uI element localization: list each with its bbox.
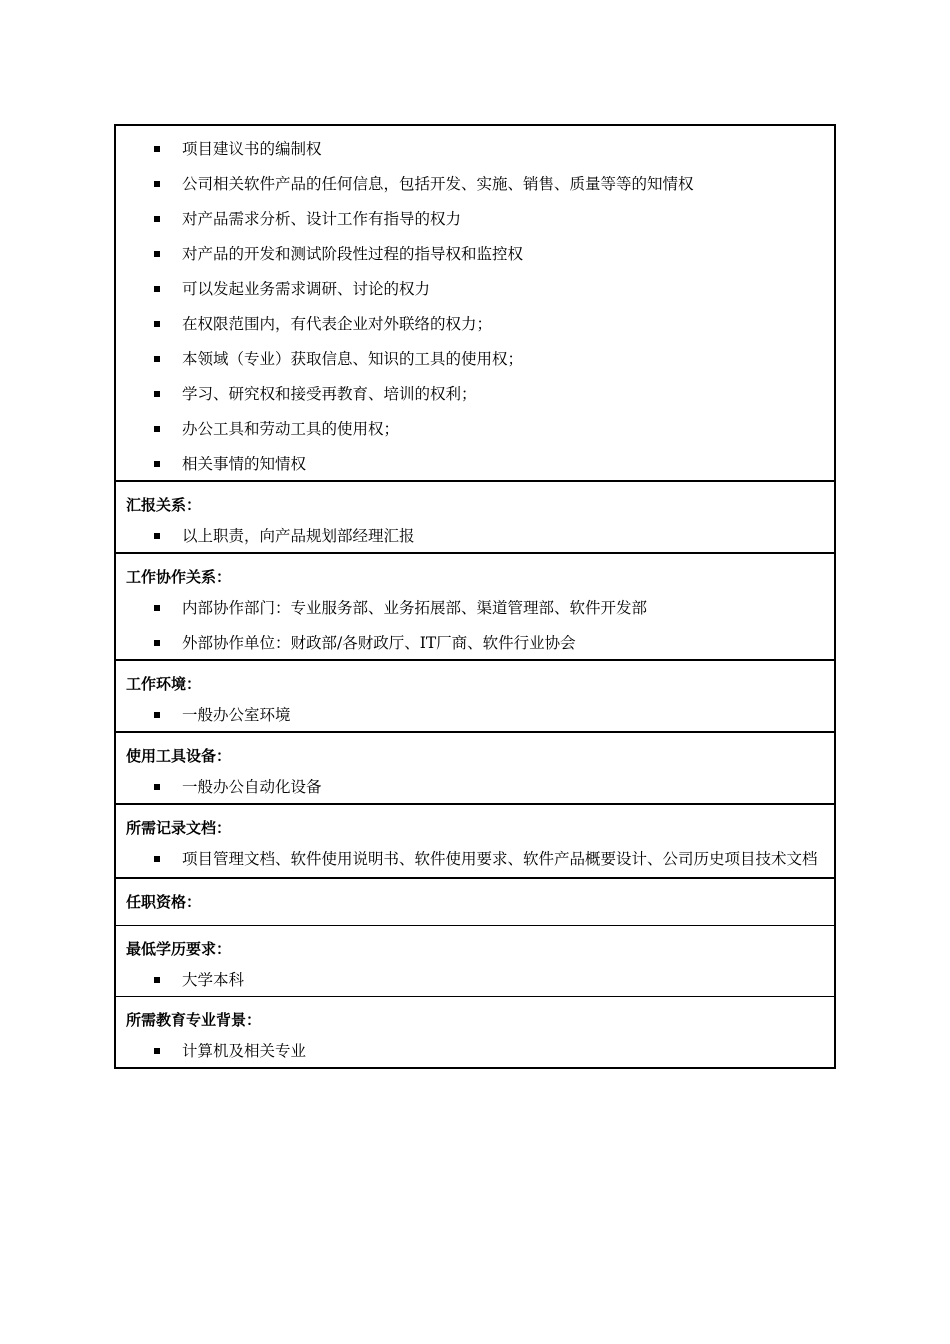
square-bullet-icon	[154, 856, 160, 862]
square-bullet-icon	[154, 251, 160, 257]
section-environment	[115, 660, 835, 732]
list-item: 计算机及相关专业	[125, 1036, 826, 1067]
square-bullet-icon	[154, 146, 160, 152]
list-item: 大学本科	[125, 965, 826, 996]
section-heading: 汇报关系：	[126, 496, 202, 514]
section-rights	[115, 125, 835, 481]
reporting-list	[125, 521, 826, 552]
section-heading: 所需记录文档：	[126, 819, 232, 837]
section-heading: 所需教育专业背景：	[126, 1011, 262, 1029]
list-item: 办公工具和劳动工具的使用权；	[125, 414, 826, 445]
documents-list	[125, 844, 826, 875]
square-bullet-icon	[154, 784, 160, 790]
list-item: 内部协作部门：专业服务部、业务拓展部、渠道管理部、软件开发部	[125, 593, 826, 624]
section-reporting	[115, 481, 835, 553]
list-item: 相关事情的知情权	[125, 449, 826, 480]
section-heading: 工作协作关系：	[126, 568, 232, 586]
square-bullet-icon	[154, 533, 160, 539]
section-qualifications	[115, 878, 835, 926]
list-item: 本领域（专业）获取信息、知识的工具的使用权；	[125, 344, 826, 375]
list-item: 在权限范围内，有代表企业对外联络的权力；	[125, 309, 826, 340]
list-item: 公司相关软件产品的任何信息，包括开发、实施、销售、质量等等的知情权	[125, 169, 826, 200]
list-item: 可以发起业务需求调研、讨论的权力	[125, 274, 826, 305]
list-item: 一般办公室环境	[125, 700, 826, 731]
list-item: 对产品的开发和测试阶段性过程的指导权和监控权	[125, 239, 826, 270]
section-heading: 工作环境：	[126, 675, 202, 693]
square-bullet-icon	[154, 605, 160, 611]
list-item: 项目建议书的编制权	[125, 134, 826, 165]
list-item: 对产品需求分析、设计工作有指导的权力	[125, 204, 826, 235]
section-heading: 使用工具设备：	[126, 747, 232, 765]
collaboration-list	[125, 593, 826, 659]
education-level-list	[125, 965, 826, 996]
square-bullet-icon	[154, 640, 160, 646]
square-bullet-icon	[154, 286, 160, 292]
square-bullet-icon	[154, 1048, 160, 1054]
square-bullet-icon	[154, 977, 160, 983]
list-item: 学习、研究权和接受再教育、培训的权利；	[125, 379, 826, 410]
section-equipment	[115, 732, 835, 804]
section-education-level	[115, 926, 835, 997]
square-bullet-icon	[154, 321, 160, 327]
list-item: 以上职责，向产品规划部经理汇报	[125, 521, 826, 552]
square-bullet-icon	[154, 461, 160, 467]
list-item: 一般办公自动化设备	[125, 772, 826, 803]
square-bullet-icon	[154, 712, 160, 718]
section-collaboration	[115, 553, 835, 660]
section-education-major	[115, 997, 835, 1069]
environment-list	[125, 700, 826, 731]
square-bullet-icon	[154, 356, 160, 362]
section-heading: 任职资格：	[126, 893, 202, 911]
education-major-list	[125, 1036, 826, 1067]
equipment-list	[125, 772, 826, 803]
section-documents	[115, 804, 835, 878]
square-bullet-icon	[154, 216, 160, 222]
list-item: 项目管理文档、软件使用说明书、软件使用要求、软件产品概要设计、公司历史项目技术文档	[125, 844, 826, 875]
rights-list	[125, 126, 826, 480]
square-bullet-icon	[154, 181, 160, 187]
square-bullet-icon	[154, 391, 160, 397]
section-heading: 最低学历要求：	[126, 940, 232, 958]
square-bullet-icon	[154, 426, 160, 432]
job-description-table	[114, 124, 836, 1069]
list-item: 外部协作单位：财政部/各财政厅、IT厂商、软件行业协会	[125, 628, 826, 659]
